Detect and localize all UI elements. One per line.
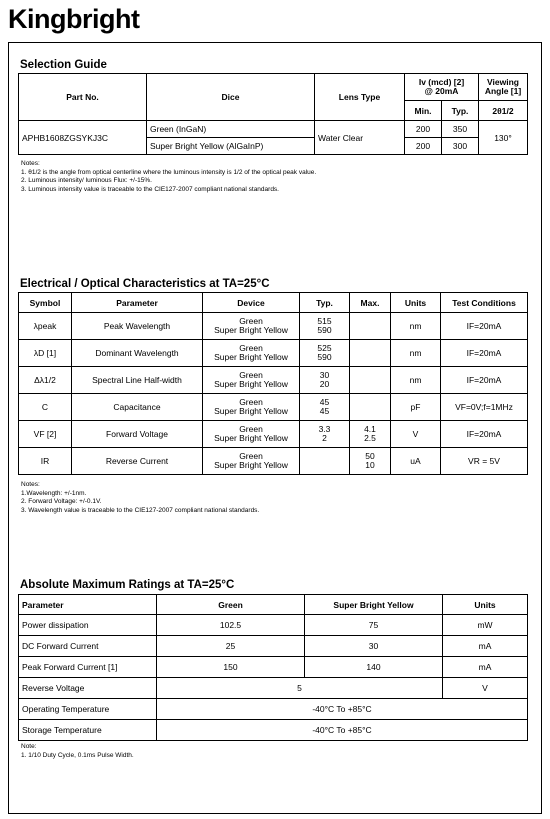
dice-cell: Super Bright Yellow (AlGaInP) xyxy=(147,138,315,155)
typ-cell: 45 45 xyxy=(300,394,350,421)
device-cell: Green Super Bright Yellow xyxy=(203,394,300,421)
header-part-no: Part No. xyxy=(19,74,147,121)
header-test-conditions: Test Conditions xyxy=(441,293,528,313)
symbol-cell: C xyxy=(19,394,72,421)
units-cell: V xyxy=(391,421,441,448)
header-max: Max. xyxy=(350,293,391,313)
max-cell xyxy=(350,313,391,340)
note-line: 1.Wavelength: +/-1nm. xyxy=(21,489,87,497)
device-cell: Green Super Bright Yellow xyxy=(203,421,300,448)
units-cell: nm xyxy=(391,340,441,367)
header-symbol: Symbol xyxy=(19,293,72,313)
units-cell: nm xyxy=(391,367,441,394)
max-cell xyxy=(350,394,391,421)
symbol-cell: IR xyxy=(19,448,72,475)
green-cell: 150 xyxy=(157,657,305,678)
header-units: Units xyxy=(391,293,441,313)
absolute-ratings-title: Absolute Maximum Ratings at TA=25°C xyxy=(20,579,235,591)
header-typ: Typ. xyxy=(300,293,350,313)
units-cell: mA xyxy=(443,636,528,657)
header-theta: 2θ1/2 xyxy=(479,101,528,121)
header-lens-type: Lens Type xyxy=(315,74,405,121)
parameter-cell: DC Forward Current xyxy=(19,636,157,657)
typ-cell: 515 590 xyxy=(300,313,350,340)
electrical-title: Electrical / Optical Characteristics at TA=25°C xyxy=(20,278,270,290)
brand-logo: Kingbright xyxy=(8,4,140,34)
green-cell: 25 xyxy=(157,636,305,657)
note-line: 1. 1/10 Duty Cycle, 0.1ms Pulse Width. xyxy=(21,751,134,759)
condition-cell: IF=20mA xyxy=(441,313,528,340)
shared-value-cell: -40°C To +85°C xyxy=(157,720,528,741)
header-min: Min. xyxy=(405,101,442,121)
shared-value-cell: 5 xyxy=(157,678,443,699)
parameter-cell: Storage Temperature xyxy=(19,720,157,741)
parameter-cell: Spectral Line Half-width xyxy=(72,367,203,394)
table-row xyxy=(19,448,528,475)
header-device: Device xyxy=(203,293,300,313)
parameter-cell: Peak Wavelength xyxy=(72,313,203,340)
shared-value-cell: -40°C To +85°C xyxy=(157,699,528,720)
max-cell: 4.1 2.5 xyxy=(350,421,391,448)
parameter-cell: Operating Temperature xyxy=(19,699,157,720)
units-cell: mW xyxy=(443,615,528,636)
condition-cell: VF=0V;f=1MHz xyxy=(441,394,528,421)
note-line: Note: xyxy=(21,743,37,750)
table-row xyxy=(19,340,528,367)
header-parameter: Parameter xyxy=(19,595,157,615)
max-cell xyxy=(350,340,391,367)
condition-cell: IF=20mA xyxy=(441,340,528,367)
symbol-cell: VF [2] xyxy=(19,421,72,448)
device-cell: Green Super Bright Yellow xyxy=(203,448,300,475)
units-cell: V xyxy=(443,678,528,699)
parameter-cell: Power dissipation xyxy=(19,615,157,636)
symbol-cell: λD [1] xyxy=(19,340,72,367)
condition-cell: IF=20mA xyxy=(441,367,528,394)
parameter-cell: Dominant Wavelength xyxy=(72,340,203,367)
part-number-cell: APHB1608ZGSYKJ3C xyxy=(19,121,147,155)
note-line: Notes: xyxy=(21,160,40,167)
units-cell: uA xyxy=(391,448,441,475)
header-viewing-angle: Viewing Angle [1] xyxy=(479,74,528,101)
electrical-table xyxy=(18,292,528,475)
table-row xyxy=(19,313,528,340)
iv-min-cell: 200 xyxy=(405,138,442,155)
condition-cell: VR = 5V xyxy=(441,448,528,475)
table-row xyxy=(19,678,528,699)
device-cell: Green Super Bright Yellow xyxy=(203,340,300,367)
parameter-cell: Capacitance xyxy=(72,394,203,421)
typ-cell: 3.3 2 xyxy=(300,421,350,448)
note-line: Notes: xyxy=(21,481,40,488)
absolute-notes xyxy=(21,743,134,760)
selection-guide-table xyxy=(18,73,528,155)
note-line: 3. Luminous intensity value is traceable to the CIE127-2007 compliant national standards. xyxy=(21,185,279,193)
table-row xyxy=(19,121,528,138)
header-parameter: Parameter xyxy=(72,293,203,313)
selection-notes xyxy=(21,160,316,194)
typ-cell: 30 20 xyxy=(300,367,350,394)
typ-cell: 525 590 xyxy=(300,340,350,367)
max-cell: 50 10 xyxy=(350,448,391,475)
max-cell xyxy=(350,367,391,394)
table-row xyxy=(19,367,528,394)
table-row xyxy=(19,615,528,636)
dice-cell: Green (InGaN) xyxy=(147,121,315,138)
parameter-cell: Reverse Current xyxy=(72,448,203,475)
symbol-cell: λpeak xyxy=(19,313,72,340)
table-row xyxy=(19,699,528,720)
table-row xyxy=(19,394,528,421)
units-cell: pF xyxy=(391,394,441,421)
iv-min-cell: 200 xyxy=(405,121,442,138)
yellow-cell: 75 xyxy=(305,615,443,636)
table-row xyxy=(19,657,528,678)
table-row xyxy=(19,720,528,741)
green-cell: 102.5 xyxy=(157,615,305,636)
symbol-cell: Δλ1/2 xyxy=(19,367,72,394)
device-cell: Green Super Bright Yellow xyxy=(203,313,300,340)
iv-typ-cell: 350 xyxy=(442,121,479,138)
table-row xyxy=(19,421,528,448)
header-super-bright-yellow: Super Bright Yellow xyxy=(305,595,443,615)
iv-typ-cell: 300 xyxy=(442,138,479,155)
condition-cell: IF=20mA xyxy=(441,421,528,448)
header-typ: Typ. xyxy=(442,101,479,121)
parameter-cell: Peak Forward Current [1] xyxy=(19,657,157,678)
absolute-ratings-table xyxy=(18,594,528,741)
note-line: 3. Wavelength value is traceable to the CIE127-2007 compliant national standards. xyxy=(21,506,260,514)
device-cell: Green Super Bright Yellow xyxy=(203,367,300,394)
units-cell: nm xyxy=(391,313,441,340)
header-iv: Iv (mcd) [2] @ 20mA xyxy=(405,74,479,101)
lens-type-cell: Water Clear xyxy=(315,121,405,155)
note-line: 1. θ1/2 is the angle from optical centerline where the luminous intensity is 1/2 of the optical peak value. xyxy=(21,168,317,176)
note-line: 2. Luminous intensity/ luminous Flux: +/-15%. xyxy=(21,177,152,185)
selection-guide-title: Selection Guide xyxy=(20,59,107,71)
yellow-cell: 30 xyxy=(305,636,443,657)
units-cell: mA xyxy=(443,657,528,678)
parameter-cell: Reverse Voltage xyxy=(19,678,157,699)
parameter-cell: Forward Voltage xyxy=(72,421,203,448)
electrical-notes xyxy=(21,481,259,515)
yellow-cell: 140 xyxy=(305,657,443,678)
header-green: Green xyxy=(157,595,305,615)
viewing-angle-cell: 130° xyxy=(479,121,528,155)
table-row xyxy=(19,636,528,657)
header-dice: Dice xyxy=(147,74,315,121)
typ-cell xyxy=(300,448,350,475)
header-units: Units xyxy=(443,595,528,615)
note-line: 2. Forward Voltage: +/-0.1V. xyxy=(21,498,102,506)
